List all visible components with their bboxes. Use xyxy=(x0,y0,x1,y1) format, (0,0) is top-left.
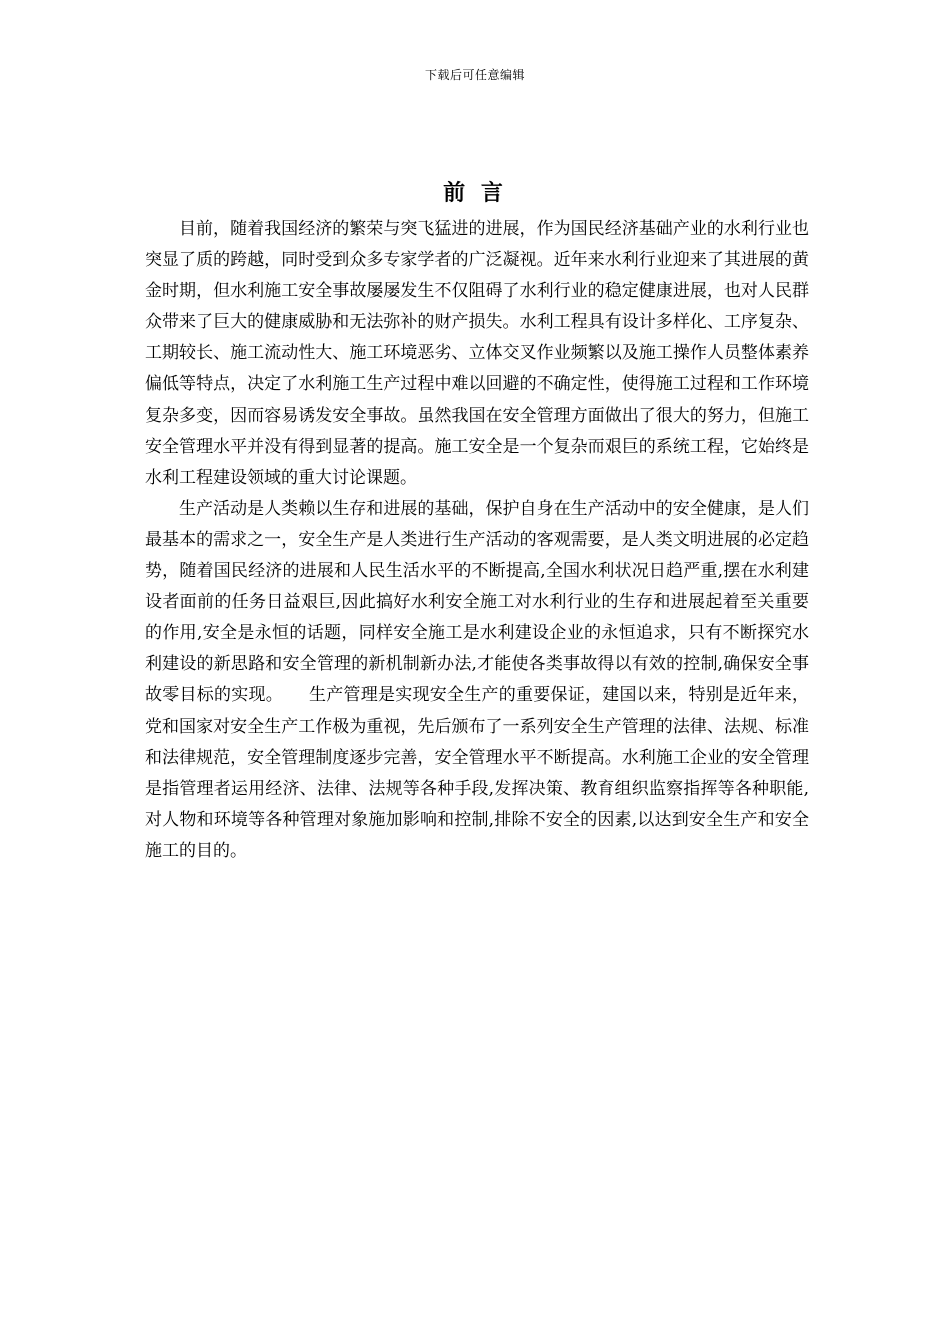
document-body xyxy=(145,214,809,867)
header-note: 下载后可任意编辑 xyxy=(424,68,525,82)
page-title: 前 言 xyxy=(443,180,507,206)
paragraph-1: 目前，随着我国经济的繁荣与突飞猛进的进展，作为国民经济基础产业的水利行业也突显了质的跨越，同时受到众多专家学者的广泛凝视。近年来水利行业迎来了其进展的黄金时期，但水利施工安全事故屡屡发生不仅阻碍了水利行业的稳定健康进展，也对人民群众带来了巨大的健康威胁和无法弥补的财产损失。水利工程具有设计多样化、工序复杂、工期较长、施工流动性大、施工环境恶劣、立体交叉作业频繁以及施工操作人员整体素养偏低等特点，决定了水利施工生产过程中难以回避的不确定性，使得施工过程和工作环境复杂多变，因而容易诱发安全事故。虽然我国在安全管理方面做出了很大的努力，但施工安全管理水平并没有得到显著的提高。施工安全是一个复杂而艰巨的系统工程，它始终是水利工程建设领域的重大讨论课题。 xyxy=(145,219,809,488)
paragraph-2: 生产活动是人类赖以生存和进展的基础，保护自身在生产活动中的安全健康，是人们最基本的需求之一，安全生产是人类进行生产活动的客观需要，是人类文明进展的必定趋势，随着国民经济的进展和人民生活水平的不断提高,全国水利状况日趋严重,摆在水利建设者面前的任务日益艰巨,因此搞好水利安全施工对水利行业的生存和进展起着至关重要的作用,安全是永恒的话题，同样安全施工是水利建设企业的永恒追求，只有不断探究水利建设的新思路和安全管理的新机制新办法,才能使各类事故得以有效的控制,确保安全事故零目标的实现。 生产管理是实现安全生产的重要保证，建国以来，特别是近年来，党和国家对安全生产工作极为重视，先后颁布了一系列安全生产管理的法律、法规、标准和法律规范，安全管理制度逐步完善，安全管理水平不断提高。水利施工企业的安全管理是指管理者运用经济、法律、法规等各种手段,发挥决策、教育组织监察指挥等各种职能,对人物和环境等各种管理对象施加影响和控制,排除不安全的因素,以达到安全生产和安全施工的目的。 xyxy=(145,498,809,861)
